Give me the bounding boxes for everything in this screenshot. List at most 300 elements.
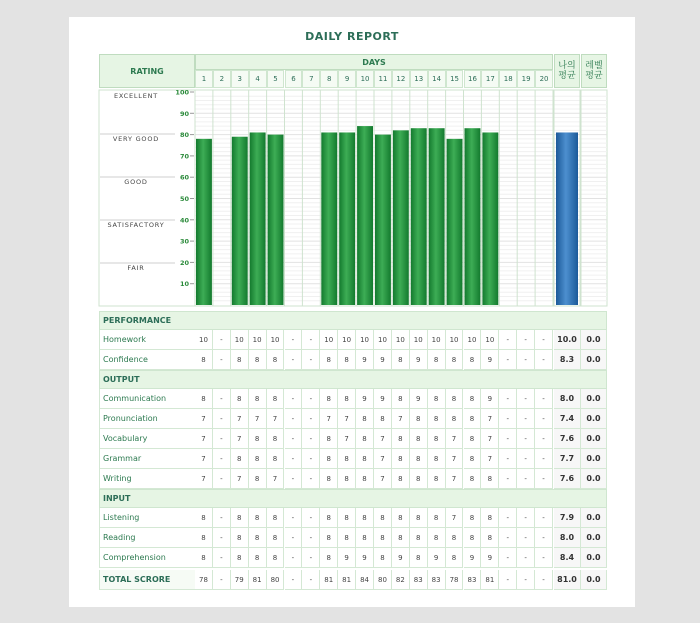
day-score-cell: 78 [195,570,213,590]
day-score-cell: 8 [428,528,446,548]
day-score-cell: 7 [446,469,464,489]
bar-나의-평균 [556,132,578,305]
day-score-cell: 8 [410,508,428,528]
day-score-cell: 8 [356,449,374,469]
rating-label: GOOD [124,178,148,186]
day-score-cell: 8 [410,469,428,489]
bar-16 [465,128,481,305]
bar-11 [375,135,391,305]
day-score-cell: 8 [446,350,464,370]
day-score-cell: 8 [428,449,446,469]
my-average-cell: 7.4 [554,409,581,429]
day-score-cell: 9 [410,350,428,370]
day-score-cell: - [285,389,303,409]
day-number-18: 18 [499,70,517,88]
day-number-12: 12 [392,70,410,88]
bar-17 [482,132,498,305]
my-average-cell: 8.0 [554,389,581,409]
day-score-cell: - [213,449,231,469]
row-label: Vocabulary [99,429,195,449]
bar-10 [357,126,373,305]
day-score-cell: 8 [428,469,446,489]
day-score-cell: 9 [374,389,392,409]
day-number-20: 20 [535,70,553,88]
day-score-cell: 8 [392,449,410,469]
y-tick-label: 80 [179,131,189,140]
day-score-cell: - [302,570,320,590]
day-score-cell: 10 [356,330,374,350]
day-score-cell: 8 [356,429,374,449]
day-score-cell: 8 [249,528,267,548]
day-score-cell: 8 [249,469,267,489]
day-score-cell: 81 [338,570,356,590]
bar-5 [268,135,284,305]
day-score-cell: 7 [267,469,285,489]
day-score-cell: 81 [481,570,499,590]
day-score-cell: 8 [267,508,285,528]
day-score-cell: - [517,469,535,489]
day-score-cell: 8 [338,449,356,469]
bar-13 [411,128,427,305]
day-score-cell: 8 [392,528,410,548]
my-average-cell: 7.7 [554,449,581,469]
day-score-cell: - [499,429,517,449]
day-score-cell: - [285,429,303,449]
day-score-cell: 8 [195,508,213,528]
bar-9 [339,132,355,305]
y-tick-label: 60 [179,173,189,182]
day-score-cell: 8 [231,548,249,568]
day-score-cell: 10 [195,330,213,350]
day-score-cell: 8 [267,528,285,548]
day-score-cell: - [517,548,535,568]
day-score-cell: 8 [410,449,428,469]
row-label: Reading [99,528,195,548]
days-header: DAYS [195,54,553,70]
section-header-performance: PERFORMANCE [99,311,607,330]
day-score-cell: 7 [338,429,356,449]
day-score-cell: 8 [267,389,285,409]
day-number-2: 2 [213,70,231,88]
y-tick-label: 30 [179,237,189,246]
day-score-cell: - [213,350,231,370]
row-label: Listening [99,508,195,528]
day-score-cell: 83 [464,570,482,590]
day-score-cell: 82 [392,570,410,590]
row-label: Confidence [99,350,195,370]
day-score-cell: 8 [195,350,213,370]
day-score-cell: 10 [392,330,410,350]
day-score-cell: - [302,449,320,469]
day-score-cell: 8 [392,508,410,528]
day-score-cell: 8 [410,528,428,548]
day-score-cell: 81 [320,570,338,590]
day-score-cell: 8 [428,508,446,528]
day-score-cell: - [535,409,553,429]
day-score-cell: - [535,469,553,489]
day-number-15: 15 [446,70,464,88]
day-score-cell: 7 [231,469,249,489]
day-score-cell: 9 [481,548,499,568]
day-score-cell: 8 [374,528,392,548]
day-number-14: 14 [428,70,446,88]
day-score-cell: 8 [481,469,499,489]
day-score-cell: 9 [356,350,374,370]
day-score-cell: 8 [392,429,410,449]
level-average-cell: 0.0 [581,548,607,568]
day-score-cell: 8 [338,389,356,409]
row-label: Communication [99,389,195,409]
day-score-cell: 8 [464,389,482,409]
day-score-cell: 7 [374,429,392,449]
day-score-cell: 7 [231,409,249,429]
day-score-cell: 8 [446,548,464,568]
bar-8 [321,132,337,305]
table-row [99,528,607,548]
day-score-cell: 80 [374,570,392,590]
day-score-cell: 78 [446,570,464,590]
day-score-cell: 7 [231,429,249,449]
day-score-cell: 8 [464,508,482,528]
day-score-cell: - [302,528,320,548]
day-score-cell: 8 [481,508,499,528]
day-score-cell: 8 [410,409,428,429]
day-score-cell: 8 [338,469,356,489]
day-score-cell: - [535,389,553,409]
day-score-cell: - [499,508,517,528]
row-label: Writing [99,469,195,489]
my-average-cell: 7.6 [554,469,581,489]
rating-header: RATING [99,54,195,88]
day-score-cell: - [213,469,231,489]
day-score-cell: 9 [338,548,356,568]
day-score-cell: 10 [464,330,482,350]
day-score-cell: 8 [374,409,392,429]
my-average-header: 나의 평균 [554,54,580,88]
day-score-cell: 7 [392,409,410,429]
rating-label: EXCELLENT [113,92,159,100]
day-score-cell: - [499,350,517,370]
day-score-cell: 7 [195,429,213,449]
table-row [99,389,607,409]
day-score-cell: - [517,570,535,590]
day-score-cell: - [499,409,517,429]
day-score-cell: 8 [195,528,213,548]
day-score-cell: 10 [267,330,285,350]
day-score-cell: 8 [267,429,285,449]
day-score-cell: 8 [231,350,249,370]
day-score-cell: - [302,429,320,449]
day-score-cell: - [302,389,320,409]
day-score-cell: - [213,548,231,568]
bar-3 [232,137,248,305]
day-score-cell: - [517,429,535,449]
day-score-cell: 8 [320,469,338,489]
day-score-cell: 7 [195,469,213,489]
day-score-cell: 8 [428,350,446,370]
day-number-13: 13 [410,70,428,88]
y-tick-label: 50 [179,195,189,203]
table-row [99,548,607,568]
day-score-cell: 8 [464,409,482,429]
day-score-cell: 8 [410,548,428,568]
day-score-cell: - [285,449,303,469]
day-number-19: 19 [517,70,535,88]
day-score-cell: 8 [249,389,267,409]
day-score-cell: - [285,469,303,489]
day-number-4: 4 [249,70,267,88]
y-tick-label: 40 [179,216,189,225]
day-score-cell: 8 [249,350,267,370]
level-average-cell: 0.0 [581,469,607,489]
day-score-cell: 8 [249,508,267,528]
day-number-9: 9 [338,70,356,88]
day-number-3: 3 [231,70,249,88]
y-tick-label: 20 [179,258,189,267]
day-score-cell: - [285,508,303,528]
day-score-cell: 7 [249,409,267,429]
day-score-cell: 7 [374,469,392,489]
my-average-cell: 8.3 [554,350,581,370]
level-average-cell: 0.0 [581,528,607,548]
day-score-cell: - [535,429,553,449]
day-score-cell: 8 [320,548,338,568]
day-score-cell: 8 [320,528,338,548]
y-tick-label: 10 [179,280,189,289]
table-row [99,409,607,429]
day-score-cell: 8 [267,548,285,568]
day-number-6: 6 [285,70,303,88]
day-score-cell: 10 [320,330,338,350]
day-score-cell: - [213,429,231,449]
day-number-10: 10 [356,70,374,88]
section-header-output: OUTPUT [99,370,607,389]
bar-12 [393,130,409,305]
rating-label: SATISFACTORY [107,221,165,229]
day-score-cell: - [517,449,535,469]
level-average-cell: 0.0 [581,570,607,590]
day-number-16: 16 [464,70,482,88]
day-score-cell: 10 [338,330,356,350]
day-score-cell: 10 [446,330,464,350]
day-score-cell: - [302,548,320,568]
day-score-cell: 7 [320,409,338,429]
day-score-cell: - [517,350,535,370]
day-score-cell: - [213,409,231,429]
day-score-cell: 8 [446,389,464,409]
day-score-cell: - [499,389,517,409]
day-score-cell: 8 [320,389,338,409]
day-score-cell: 9 [481,350,499,370]
bar-4 [250,132,266,305]
day-score-cell: 7 [195,449,213,469]
day-score-cell: - [535,508,553,528]
table-row [99,350,607,370]
day-score-cell: - [535,350,553,370]
day-score-cell: - [213,528,231,548]
level-average-cell: 0.0 [581,449,607,469]
day-score-cell: 7 [446,508,464,528]
day-score-cell: 10 [428,330,446,350]
bar-14 [429,128,445,305]
day-score-cell: - [499,469,517,489]
day-score-cell: 80 [267,570,285,590]
row-label: TOTAL SCRORE [99,570,195,590]
day-score-cell: 8 [320,508,338,528]
day-score-cell: 10 [231,330,249,350]
day-score-cell: 8 [338,508,356,528]
day-score-cell: 8 [320,449,338,469]
day-score-cell: 8 [428,409,446,429]
day-score-cell: 7 [446,429,464,449]
bar-1 [196,139,212,305]
day-score-cell: 8 [249,449,267,469]
day-score-cell: - [535,330,553,350]
level-average-cell: 0.0 [581,409,607,429]
day-score-cell: 8 [320,429,338,449]
day-score-cell: 9 [428,548,446,568]
day-score-cell: 10 [410,330,428,350]
day-score-cell: - [499,449,517,469]
day-score-cell: - [285,330,303,350]
day-score-cell: 79 [231,570,249,590]
row-label: Pronunciation [99,409,195,429]
table-row [99,449,607,469]
day-score-cell: 8 [249,429,267,449]
day-score-cell: 8 [481,528,499,548]
day-score-cell: 9 [374,350,392,370]
y-tick-label: 90 [179,109,189,118]
day-score-cell: - [517,409,535,429]
day-number-17: 17 [481,70,499,88]
my-average-cell: 81.0 [554,570,581,590]
day-score-cell: 8 [231,508,249,528]
day-score-cell: 8 [392,469,410,489]
day-score-cell: 8 [320,350,338,370]
day-score-cell: 7 [481,429,499,449]
day-score-cell: 7 [195,409,213,429]
day-score-cell: 8 [446,409,464,429]
day-score-cell: 8 [356,469,374,489]
day-score-cell: 9 [464,548,482,568]
day-score-cell: 8 [338,350,356,370]
day-score-cell: - [285,528,303,548]
day-number-8: 8 [320,70,338,88]
section-header-input: INPUT [99,489,607,508]
day-score-cell: 8 [356,528,374,548]
day-score-cell: 10 [481,330,499,350]
day-score-cell: - [302,508,320,528]
day-score-cell: - [285,570,303,590]
day-score-cell: - [499,528,517,548]
day-score-cell: - [302,409,320,429]
day-score-cell: 8 [231,449,249,469]
day-score-cell: 9 [481,389,499,409]
day-score-cell: - [517,330,535,350]
day-score-cell: - [517,528,535,548]
day-score-cell: 8 [267,350,285,370]
row-label: Grammar [99,449,195,469]
day-score-cell: 8 [231,528,249,548]
day-score-cell: 8 [410,429,428,449]
day-score-cell: 10 [374,330,392,350]
day-score-cell: 9 [392,548,410,568]
day-score-cell: 7 [481,409,499,429]
day-score-cell: 83 [410,570,428,590]
day-score-cell: - [285,409,303,429]
day-score-cell: 8 [464,449,482,469]
day-score-cell: 8 [392,350,410,370]
day-score-cell: - [499,330,517,350]
day-score-cell: 8 [464,469,482,489]
table-row [99,330,607,350]
day-score-cell: 9 [356,548,374,568]
report-title: DAILY REPORT [305,30,399,43]
day-score-cell: 9 [356,389,374,409]
day-score-cell: - [302,350,320,370]
day-score-cell: 8 [464,350,482,370]
day-score-cell: - [213,570,231,590]
day-score-cell: 7 [374,449,392,469]
day-score-cell: - [302,330,320,350]
day-score-cell: 7 [338,409,356,429]
day-score-cell: 8 [392,389,410,409]
day-score-cell: 8 [356,508,374,528]
day-score-cell: - [213,508,231,528]
day-score-cell: 8 [267,449,285,469]
day-number-1: 1 [195,70,213,88]
day-score-cell: - [499,548,517,568]
table-row [99,508,607,528]
day-score-cell: 8 [428,389,446,409]
my-average-cell: 10.0 [554,330,581,350]
level-average-cell: 0.0 [581,429,607,449]
day-score-cell: 10 [249,330,267,350]
day-number-5: 5 [267,70,285,88]
day-score-cell: - [499,570,517,590]
day-score-cell: 8 [195,548,213,568]
day-number-7: 7 [302,70,320,88]
day-score-cell: - [535,570,553,590]
y-tick-label: 100 [175,88,189,97]
day-score-cell: - [535,449,553,469]
day-score-cell: 8 [464,429,482,449]
day-score-cell: - [535,548,553,568]
day-score-cell: - [213,389,231,409]
rating-label: FAIR [127,264,145,272]
day-score-cell: 8 [374,548,392,568]
day-score-cell: 8 [374,508,392,528]
level-average-cell: 0.0 [581,350,607,370]
level-average-cell: 0.0 [581,330,607,350]
my-average-cell: 8.0 [554,528,581,548]
rating-label: VERY GOOD [112,135,160,143]
day-score-cell: 83 [428,570,446,590]
my-average-cell: 7.6 [554,429,581,449]
my-average-cell: 7.9 [554,508,581,528]
y-tick-label: 70 [179,152,189,161]
day-score-cell: - [517,389,535,409]
day-score-cell: - [535,528,553,548]
day-score-cell: 7 [267,409,285,429]
day-score-cell: 8 [249,548,267,568]
level-average-header: 레벨 평균 [581,54,607,88]
day-score-cell: - [302,469,320,489]
table-row [99,429,607,449]
day-score-cell: 8 [195,389,213,409]
row-label: Homework [99,330,195,350]
level-average-cell: 0.0 [581,508,607,528]
